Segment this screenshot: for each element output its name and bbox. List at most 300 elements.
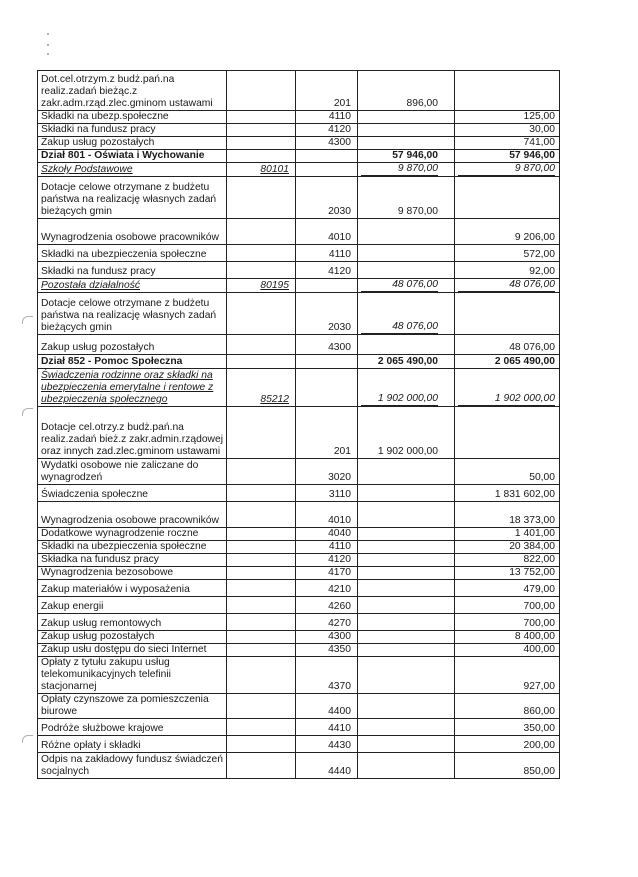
row-rozdzial — [227, 614, 296, 631]
row-paragraf — [296, 541, 358, 554]
row-name-text: Podróże służbowe krajowe — [41, 723, 164, 734]
row-name — [38, 163, 227, 177]
row-rozdzial — [227, 567, 296, 580]
row-decrease-amount — [358, 753, 455, 779]
row-increase-amount-text: 1 831 602,00 — [494, 489, 555, 500]
row-name — [38, 335, 227, 355]
table-row — [38, 644, 560, 657]
row-increase-amount — [455, 502, 560, 528]
row-increase-amount — [455, 335, 560, 355]
row-increase-amount — [455, 485, 560, 502]
row-name-text: Zakup materiałów i wyposażenia — [41, 584, 190, 595]
row-name — [38, 614, 227, 631]
row-increase-amount-text: 1 401,00 — [514, 528, 555, 539]
row-paragraf — [296, 355, 358, 369]
table-row — [38, 528, 560, 541]
row-paragraf — [296, 614, 358, 631]
row-increase-amount — [455, 245, 560, 262]
budget-table-body — [38, 71, 560, 779]
table-row — [38, 163, 560, 177]
row-paragraf — [296, 279, 358, 293]
row-name-text: Dział 852 - Pomoc Społeczna — [41, 356, 183, 367]
row-increase-amount — [455, 279, 560, 293]
row-name — [38, 580, 227, 597]
row-name — [38, 644, 227, 657]
row-increase-amount-text: 822,00 — [523, 554, 555, 565]
row-paragraf-text: 4430 — [328, 740, 351, 751]
row-increase-amount-text: 741,00 — [523, 137, 555, 148]
row-decrease-amount — [358, 335, 455, 355]
row-name — [38, 245, 227, 262]
row-paragraf-text: 4300 — [328, 342, 351, 353]
row-paragraf — [296, 736, 358, 753]
row-name — [38, 219, 227, 245]
row-increase-amount — [455, 528, 560, 541]
table-row — [38, 407, 560, 459]
row-rozdzial — [227, 369, 296, 407]
row-paragraf — [296, 163, 358, 177]
row-rozdzial — [227, 719, 296, 736]
row-rozdzial — [227, 279, 296, 293]
table-row — [38, 614, 560, 631]
row-paragraf — [296, 567, 358, 580]
row-decrease-amount — [358, 485, 455, 502]
row-increase-amount-text: 572,00 — [523, 249, 555, 260]
row-paragraf — [296, 657, 358, 694]
row-decrease-amount — [358, 245, 455, 262]
row-increase-amount — [455, 736, 560, 753]
row-rozdzial — [227, 644, 296, 657]
table-row — [38, 597, 560, 614]
row-paragraf-text: 3110 — [328, 489, 351, 500]
row-increase-amount — [455, 580, 560, 597]
row-name-text: Wydatki osobowe nie zaliczane do wynagrodzeń — [41, 460, 199, 483]
row-rozdzial — [227, 335, 296, 355]
row-name — [38, 485, 227, 502]
row-decrease-amount — [358, 459, 455, 485]
row-paragraf — [296, 554, 358, 567]
row-paragraf-text: 4440 — [328, 766, 351, 777]
row-paragraf — [296, 150, 358, 163]
row-increase-amount-text: 30,00 — [529, 124, 555, 135]
row-name — [38, 124, 227, 137]
row-decrease-amount — [358, 279, 455, 293]
row-increase-amount-text: 860,00 — [523, 706, 555, 717]
row-increase-amount-text: 8 400,00 — [514, 631, 555, 642]
row-name — [38, 262, 227, 279]
row-increase-amount-text: 927,00 — [523, 681, 555, 692]
row-name-text: Dotacje celowe otrzymane z budżetu państwa na realizację własnych zadań bieżących gmin — [41, 182, 217, 217]
row-rozdzial — [227, 657, 296, 694]
table-row — [38, 279, 560, 293]
row-paragraf-text: 4110 — [328, 249, 351, 260]
row-paragraf-text: 4400 — [328, 706, 351, 717]
row-name-text: Składka na fundusz pracy — [41, 554, 159, 565]
table-row — [38, 150, 560, 163]
table-row — [38, 335, 560, 355]
row-paragraf-text: 4370 — [328, 681, 351, 692]
margin-mark — [22, 408, 33, 416]
row-decrease-amount — [358, 567, 455, 580]
row-paragraf-text: 3020 — [328, 472, 351, 483]
table-row — [38, 694, 560, 719]
row-paragraf-text: 4120 — [328, 554, 351, 565]
row-paragraf-text: 4350 — [328, 644, 351, 655]
row-paragraf — [296, 528, 358, 541]
row-decrease-amount — [358, 614, 455, 631]
row-rozdzial — [227, 694, 296, 719]
row-name-text: Różne opłaty i składki — [41, 740, 141, 751]
row-name-text: Świadczenia rodzinne oraz składki na ubezpieczenia emerytalne i rentowe z ubezpieczenia społecznego — [41, 370, 214, 405]
row-increase-amount — [455, 541, 560, 554]
row-name — [38, 694, 227, 719]
row-paragraf-text: 4410 — [328, 723, 351, 734]
row-rozdzial — [227, 631, 296, 644]
row-name — [38, 657, 227, 694]
row-decrease-amount — [358, 657, 455, 694]
row-increase-amount-text: 1 902 000,00 — [458, 393, 555, 406]
table-row — [38, 657, 560, 694]
scan-speck — [47, 33, 49, 35]
row-increase-amount — [455, 694, 560, 719]
row-increase-amount — [455, 219, 560, 245]
table-row — [38, 245, 560, 262]
row-decrease-amount-text: 48 076,00 — [361, 321, 438, 334]
table-row — [38, 111, 560, 124]
row-paragraf — [296, 644, 358, 657]
row-rozdzial — [227, 580, 296, 597]
row-rozdzial — [227, 293, 296, 335]
row-paragraf-text: 2030 — [328, 322, 351, 333]
row-rozdzial — [227, 111, 296, 124]
row-increase-amount-text: 57 946,00 — [509, 150, 555, 161]
row-decrease-amount — [358, 355, 455, 369]
row-paragraf-text: 4210 — [328, 584, 351, 595]
row-decrease-amount — [358, 528, 455, 541]
row-paragraf-text: 4270 — [328, 618, 351, 629]
table-row — [38, 541, 560, 554]
row-increase-amount-text: 700,00 — [523, 618, 555, 629]
table-row — [38, 736, 560, 753]
row-increase-amount — [455, 631, 560, 644]
row-increase-amount-text: 48 076,00 — [509, 342, 555, 353]
row-increase-amount — [455, 459, 560, 485]
row-name-text: Wynagrodzenia osobowe pracowników — [41, 515, 219, 526]
row-increase-amount-text: 400,00 — [523, 644, 555, 655]
row-decrease-amount — [358, 719, 455, 736]
row-paragraf — [296, 335, 358, 355]
row-rozdzial — [227, 137, 296, 150]
table-row — [38, 502, 560, 528]
row-paragraf — [296, 502, 358, 528]
row-paragraf-text: 201 — [333, 446, 351, 457]
row-increase-amount — [455, 644, 560, 657]
row-increase-amount — [455, 719, 560, 736]
row-decrease-amount — [358, 150, 455, 163]
row-increase-amount-text: 700,00 — [523, 601, 555, 612]
row-decrease-amount — [358, 177, 455, 219]
row-name-text: Zakup usług pozostałych — [41, 342, 155, 353]
row-paragraf-text: 4170 — [328, 567, 351, 578]
row-decrease-amount — [358, 124, 455, 137]
row-name-text: Składki na fundusz pracy — [41, 124, 156, 135]
row-paragraf-text: 4120 — [328, 124, 351, 135]
row-name — [38, 293, 227, 335]
row-increase-amount — [455, 163, 560, 177]
scan-speck — [47, 44, 49, 46]
row-rozdzial-text: 80101 — [260, 164, 289, 175]
row-name — [38, 753, 227, 779]
row-rozdzial — [227, 502, 296, 528]
table-row — [38, 554, 560, 567]
row-increase-amount — [455, 597, 560, 614]
table-row — [38, 355, 560, 369]
row-name-text: Składki na ubezpieczenia społeczne — [41, 541, 207, 552]
margin-mark — [22, 735, 33, 743]
row-increase-amount-text: 92,00 — [529, 266, 555, 277]
row-name-text: Składki na fundusz pracy — [41, 266, 156, 277]
row-decrease-amount-text: 1 902 000,00 — [377, 446, 438, 457]
row-paragraf — [296, 245, 358, 262]
row-name-text: Zakup usług pozostałych — [41, 631, 155, 642]
row-name-text: Dział 801 - Oświata i Wychowanie — [41, 150, 205, 161]
row-paragraf-text: 4110 — [328, 111, 351, 122]
row-decrease-amount — [358, 736, 455, 753]
row-increase-amount-text: 2 065 490,00 — [494, 356, 555, 367]
row-increase-amount-text: 850,00 — [523, 766, 555, 777]
row-name — [38, 71, 227, 111]
row-paragraf — [296, 124, 358, 137]
scan-speck — [47, 53, 49, 55]
row-name — [38, 111, 227, 124]
row-name-text: Zakup usłu dostępu do sieci Internet — [41, 644, 207, 655]
margin-mark — [22, 316, 33, 324]
row-rozdzial — [227, 245, 296, 262]
row-name-text: Zakup usług pozostałych — [41, 137, 155, 148]
row-name-text: Szkoły Podstawowe — [41, 164, 133, 175]
row-name — [38, 355, 227, 369]
table-row — [38, 485, 560, 502]
row-increase-amount — [455, 614, 560, 631]
table-row — [38, 293, 560, 335]
row-increase-amount — [455, 124, 560, 137]
row-paragraf — [296, 631, 358, 644]
row-paragraf — [296, 719, 358, 736]
row-name-text: Zakup energii — [41, 601, 104, 612]
row-paragraf — [296, 293, 358, 335]
row-name — [38, 554, 227, 567]
row-name-text: Opłaty czynszowe za pomieszczenia biurowe — [41, 694, 209, 717]
row-increase-amount — [455, 554, 560, 567]
row-decrease-amount — [358, 262, 455, 279]
row-rozdzial — [227, 597, 296, 614]
row-paragraf-text: 4120 — [328, 266, 351, 277]
row-decrease-amount — [358, 407, 455, 459]
row-decrease-amount-text: 896,00 — [406, 98, 438, 109]
table-row — [38, 369, 560, 407]
row-name — [38, 279, 227, 293]
row-decrease-amount — [358, 694, 455, 719]
table-row — [38, 567, 560, 580]
row-increase-amount-text: 125,00 — [523, 111, 555, 122]
row-paragraf — [296, 219, 358, 245]
row-decrease-amount — [358, 631, 455, 644]
row-decrease-amount — [358, 219, 455, 245]
row-name-text: Dotacje cel.otrzy.z budż.pań.na realiz.zadań bież.z zakr.admin.rządowej oraz innych zad.zlec.gminom ustawami — [41, 422, 224, 457]
row-paragraf — [296, 177, 358, 219]
row-decrease-amount — [358, 580, 455, 597]
row-increase-amount-text: 200,00 — [523, 740, 555, 751]
row-decrease-amount — [358, 293, 455, 335]
row-decrease-amount — [358, 554, 455, 567]
row-name-text: Zakup usług remontowych — [41, 618, 162, 629]
row-name — [38, 459, 227, 485]
table-row — [38, 71, 560, 111]
row-decrease-amount — [358, 137, 455, 150]
row-increase-amount-text: 9 206,00 — [514, 232, 555, 243]
row-paragraf — [296, 71, 358, 111]
row-paragraf-text: 4260 — [328, 601, 351, 612]
row-name-text: Składki na ubezp.społeczne — [41, 111, 169, 122]
row-increase-amount — [455, 262, 560, 279]
row-name — [38, 369, 227, 407]
row-paragraf-text: 4010 — [328, 232, 351, 243]
row-rozdzial — [227, 219, 296, 245]
row-increase-amount-text: 20 384,00 — [509, 541, 555, 552]
row-decrease-amount-text: 9 870,00 — [397, 206, 438, 217]
table-row — [38, 137, 560, 150]
row-name-text: Odpis na zakładowy fundusz świadczeń socjalnych — [41, 754, 224, 777]
row-increase-amount-text: 48 076,00 — [458, 279, 555, 292]
row-name — [38, 502, 227, 528]
row-name-text: Pozostała działalność — [41, 280, 141, 291]
row-increase-amount — [455, 657, 560, 694]
row-rozdzial-text: 85212 — [260, 394, 289, 405]
row-paragraf-text: 4040 — [328, 528, 351, 539]
row-decrease-amount — [358, 502, 455, 528]
row-rozdzial — [227, 459, 296, 485]
row-name — [38, 541, 227, 554]
row-name-text: Wynagrodzenia osobowe pracowników — [41, 232, 219, 243]
row-name — [38, 407, 227, 459]
row-paragraf — [296, 407, 358, 459]
table-row — [38, 753, 560, 779]
row-increase-amount-text: 18 373,00 — [509, 515, 555, 526]
table-row — [38, 124, 560, 137]
row-rozdzial — [227, 753, 296, 779]
row-decrease-amount — [358, 163, 455, 177]
row-rozdzial — [227, 177, 296, 219]
row-name — [38, 736, 227, 753]
row-decrease-amount — [358, 71, 455, 111]
row-name-text: Świadczenia społeczne — [41, 489, 149, 500]
row-paragraf — [296, 597, 358, 614]
row-rozdzial — [227, 407, 296, 459]
row-name — [38, 597, 227, 614]
row-rozdzial-text: 80195 — [260, 280, 289, 291]
row-name — [38, 150, 227, 163]
row-name — [38, 137, 227, 150]
row-paragraf — [296, 459, 358, 485]
table-row — [38, 177, 560, 219]
row-name — [38, 528, 227, 541]
row-increase-amount-text: 350,00 — [523, 723, 555, 734]
row-rozdzial — [227, 124, 296, 137]
table-row — [38, 719, 560, 736]
table-row — [38, 580, 560, 597]
table-row — [38, 459, 560, 485]
row-decrease-amount-text: 57 946,00 — [392, 150, 438, 161]
row-increase-amount-text: 479,00 — [523, 584, 555, 595]
table-row — [38, 631, 560, 644]
row-paragraf — [296, 694, 358, 719]
row-rozdzial — [227, 71, 296, 111]
budget-table — [37, 70, 560, 779]
row-name — [38, 177, 227, 219]
table-row — [38, 219, 560, 245]
row-decrease-amount — [358, 541, 455, 554]
row-name-text: Dot.cel.otrzym.z budż.pań.na realiz.zadań bieżąc.z zakr.adm.rząd.zlec.gminom ustawami — [41, 74, 213, 109]
row-increase-amount — [455, 369, 560, 407]
row-increase-amount — [455, 753, 560, 779]
row-increase-amount-text: 13 752,00 — [509, 567, 555, 578]
row-rozdzial — [227, 736, 296, 753]
row-decrease-amount — [358, 369, 455, 407]
row-increase-amount-text: 50,00 — [529, 472, 555, 483]
row-name — [38, 719, 227, 736]
row-paragraf — [296, 111, 358, 124]
row-increase-amount — [455, 71, 560, 111]
row-paragraf — [296, 580, 358, 597]
row-paragraf — [296, 369, 358, 407]
row-paragraf — [296, 137, 358, 150]
row-name-text: Dotacje celowe otrzymane z budżetu państwa na realizację własnych zadań bieżących gmin — [41, 298, 217, 333]
row-increase-amount — [455, 407, 560, 459]
row-increase-amount — [455, 177, 560, 219]
row-rozdzial — [227, 554, 296, 567]
row-paragraf — [296, 485, 358, 502]
row-increase-amount-text: 9 870,00 — [458, 163, 555, 176]
row-decrease-amount-text: 1 902 000,00 — [361, 393, 438, 406]
row-increase-amount — [455, 293, 560, 335]
row-decrease-amount — [358, 111, 455, 124]
row-name-text: Wynagrodzenia bezosobowe — [41, 567, 174, 578]
row-rozdzial — [227, 528, 296, 541]
row-decrease-amount — [358, 644, 455, 657]
row-paragraf-text: 2030 — [328, 206, 351, 217]
table-row — [38, 262, 560, 279]
row-increase-amount — [455, 355, 560, 369]
row-name-text: Dodatkowe wynagrodzenie roczne — [41, 528, 199, 539]
row-decrease-amount — [358, 597, 455, 614]
row-decrease-amount-text: 48 076,00 — [361, 279, 438, 292]
row-rozdzial — [227, 355, 296, 369]
row-rozdzial — [227, 485, 296, 502]
row-increase-amount — [455, 150, 560, 163]
row-rozdzial — [227, 262, 296, 279]
row-increase-amount — [455, 567, 560, 580]
row-paragraf-text: 201 — [333, 98, 351, 109]
row-paragraf-text: 4300 — [328, 631, 351, 642]
row-name — [38, 631, 227, 644]
row-rozdzial — [227, 541, 296, 554]
row-rozdzial — [227, 163, 296, 177]
row-paragraf — [296, 262, 358, 279]
row-name-text: Składki na ubezpieczenia społeczne — [41, 249, 207, 260]
row-increase-amount — [455, 111, 560, 124]
row-increase-amount — [455, 137, 560, 150]
row-name — [38, 567, 227, 580]
